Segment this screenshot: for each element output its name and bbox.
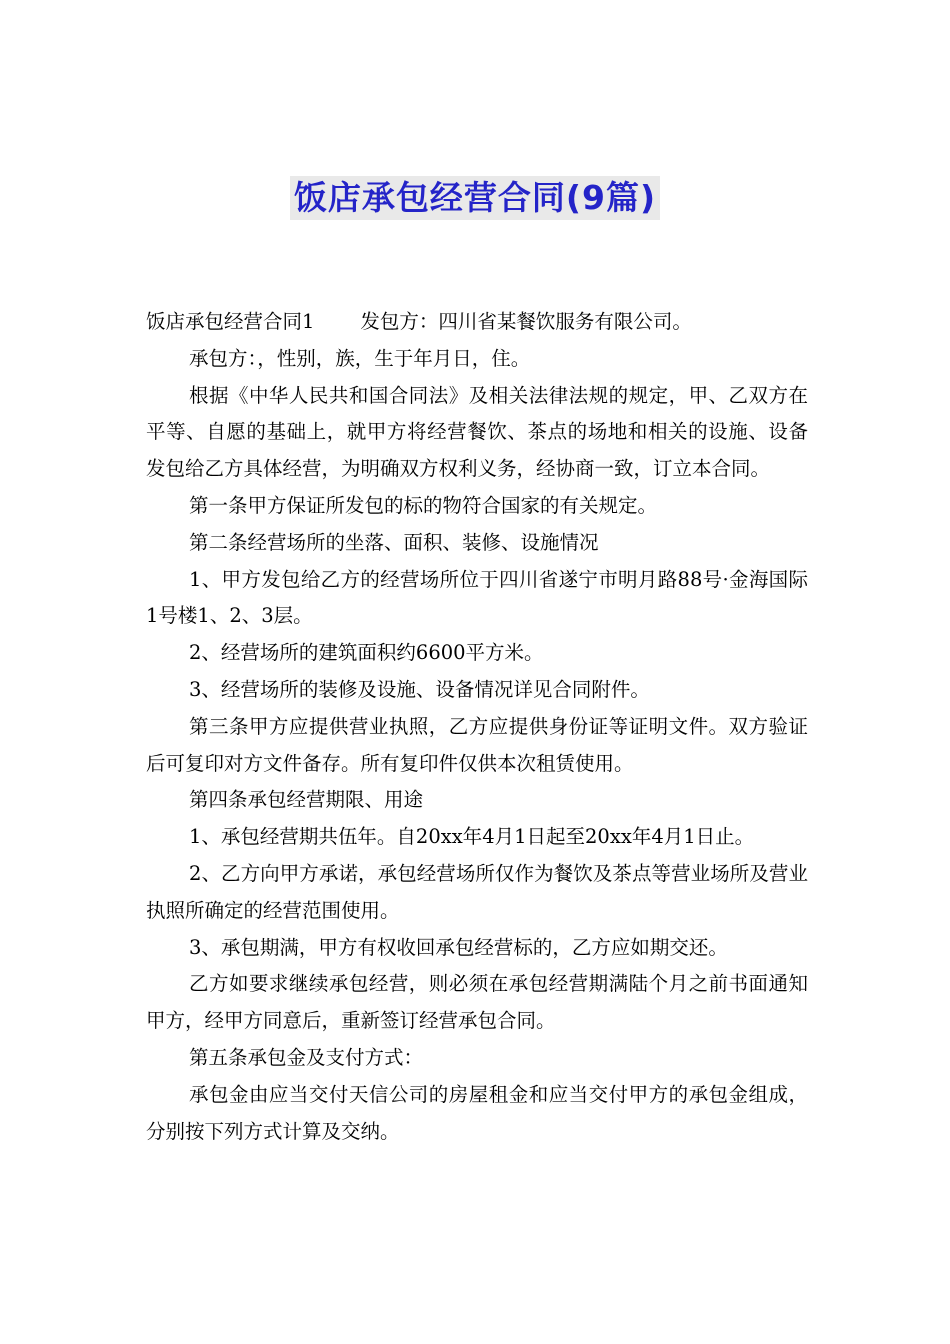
paragraph: 第五条承包金及支付方式： <box>189 1045 424 1069</box>
paragraph: 第四条承包经营期限、用途 <box>189 788 424 812</box>
paragraph: 2、经营场所的建筑面积约6600平方米。 <box>189 641 544 665</box>
paragraph: 3、承包期满，甲方有权收回承包经营标的，乙方应如期交还。 <box>189 935 728 959</box>
paragraph: 2、乙方向甲方承诺，承包经营场所仅作为餐饮及茶点等营业场所及营业执照所确定的经营范围使用。 <box>146 861 808 922</box>
paragraph: 承包金由应当交付天信公司的房屋租金和应当交付甲方的承包金组成，分别按下列方式计算及交纳。 <box>146 1082 808 1143</box>
paragraph: 第二条经营场所的坐落、面积、装修、设施情况 <box>189 530 599 554</box>
title-wrap <box>0 176 950 220</box>
contract-label: 饭店承包经营合同1 <box>146 310 315 333</box>
document-title: 饭店承包经营合同(9篇) <box>290 176 660 220</box>
paragraph: 第三条甲方应提供营业执照，乙方应提供身份证等证明文件。双方验证后可复印对方文件备存。所有复印件仅供本次租赁使用。 <box>146 714 808 775</box>
first-paragraph <box>146 304 808 341</box>
paragraph: 1、承包经营期共伍年。自20xx年4月1日起至20xx年4月1日止。 <box>189 825 755 849</box>
paragraph: 根据《中华人民共和国合同法》及相关法律法规的规定，甲、乙双方在平等、自愿的基础上，就甲方将经营餐饮、茶点的场地和相关的设施、设备发包给乙方具体经营，为明确双方权利义务，经协商一致，订立本合同。 <box>146 383 808 481</box>
paragraph: 1、甲方发包给乙方的经营场所位于四川省遂宁市明月路88号·金海国际1号楼1、2、3层。 <box>146 567 808 628</box>
document-body <box>146 304 808 1150</box>
paragraph: 乙方如要求继续承包经营，则必须在承包经营期满陆个月之前书面通知甲方，经甲方同意后，重新签订经营承包合同。 <box>146 972 808 1033</box>
first-paragraph-text: 发包方：四川省某餐饮服务有限公司。 <box>360 310 692 333</box>
paragraph: 第一条甲方保证所发包的标的物符合国家的有关规定。 <box>189 493 658 517</box>
paragraph: 承包方：，性别，族，生于年月日，住。 <box>189 346 531 370</box>
paragraph: 3、经营场所的装修及设施、设备情况详见合同附件。 <box>189 677 650 701</box>
